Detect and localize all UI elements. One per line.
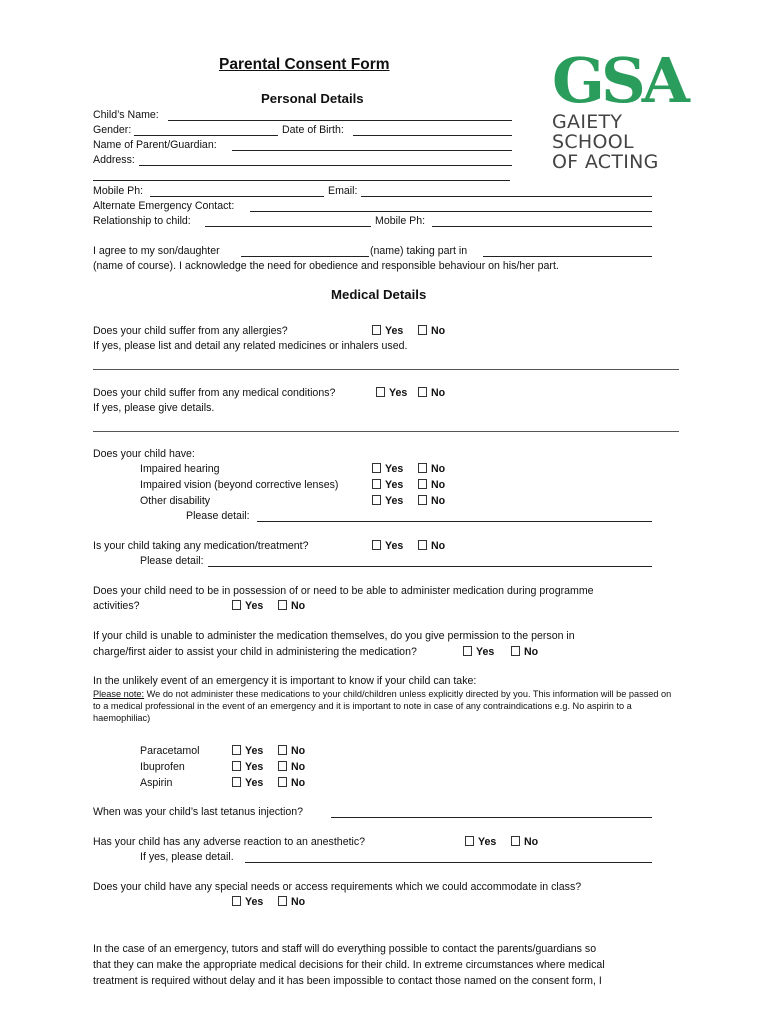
checkbox-icon[interactable] <box>376 387 385 397</box>
agree-text-b: (name) taking part in <box>370 245 468 257</box>
special-needs-yes[interactable]: Yes <box>232 896 263 909</box>
logo-line-gaiety: GAIETY <box>552 110 623 133</box>
checkbox-icon[interactable] <box>418 387 427 397</box>
parent-name-label: Name of Parent/Guardian: <box>93 139 217 151</box>
checkbox-icon[interactable] <box>465 836 474 846</box>
gsa-logo-letters: GSA <box>552 44 686 117</box>
personal-details-heading: Personal Details <box>261 91 364 106</box>
checkbox-icon[interactable] <box>372 325 381 335</box>
checkbox-icon[interactable] <box>232 600 241 610</box>
disability-detail-field[interactable] <box>257 521 652 522</box>
address-label: Address: <box>93 154 135 166</box>
checkbox-icon[interactable] <box>232 761 241 771</box>
checkbox-icon[interactable] <box>418 463 427 473</box>
checkbox-icon[interactable] <box>511 836 520 846</box>
possession-yes[interactable]: Yes <box>232 600 263 613</box>
agree-text-c: (name of course). I acknowledge the need for obedience and responsible behaviour on his/her part. <box>93 260 559 272</box>
allergies-detail-field[interactable] <box>93 369 679 370</box>
paracetamol-no[interactable]: No <box>278 745 305 758</box>
please-note <box>93 689 678 725</box>
paracetamol-label: Paracetamol <box>140 745 200 757</box>
relationship-field[interactable] <box>205 226 371 227</box>
checkbox-icon[interactable] <box>278 745 287 755</box>
aspirin-no[interactable]: No <box>278 777 305 790</box>
alt-contact-field[interactable] <box>250 211 652 212</box>
ibuprofen-no[interactable]: No <box>278 761 305 774</box>
hearing-no[interactable]: No <box>418 463 445 476</box>
conditions-question: Does your child suffer from any medical conditions? <box>93 387 336 399</box>
checkbox-icon[interactable] <box>418 540 427 550</box>
aspirin-yes[interactable]: Yes <box>232 777 263 790</box>
email-field[interactable] <box>361 196 652 197</box>
checkbox-icon[interactable] <box>278 777 287 787</box>
checkbox-icon[interactable] <box>418 495 427 505</box>
checkbox-icon[interactable] <box>372 540 381 550</box>
anesthetic-yes[interactable]: Yes <box>465 836 496 849</box>
childs-name-label: Child’s Name: <box>93 109 159 121</box>
allergies-no[interactable]: No <box>418 325 445 338</box>
hearing-label: Impaired hearing <box>140 463 220 475</box>
permission-question-b: charge/first aider to assist your child in administering the medication? <box>93 646 417 658</box>
medical-details-heading: Medical Details <box>331 287 427 302</box>
logo-line-of-acting: OF ACTING <box>552 150 659 173</box>
course-name-field[interactable] <box>483 256 652 257</box>
paracetamol-yes[interactable]: Yes <box>232 745 263 758</box>
alt-contact-label: Alternate Emergency Contact: <box>93 200 235 212</box>
possession-question-a: Does your child need to be in possession of or need to be able to administer medication during programme <box>93 585 594 597</box>
child-name-agree-field[interactable] <box>241 256 369 257</box>
page-title: Parental Consent Form <box>219 56 390 73</box>
medication-detail-label: Please detail: <box>140 555 204 567</box>
checkbox-icon[interactable] <box>418 325 427 335</box>
medication-yes[interactable]: Yes <box>372 540 403 553</box>
logo-line-school: SCHOOL <box>552 130 634 153</box>
checkbox-icon[interactable] <box>418 479 427 489</box>
special-needs-question: Does your child have any special needs or access requirements which we could accommodate in class? <box>93 881 582 893</box>
gsa-logo <box>552 44 686 173</box>
vision-no[interactable]: No <box>418 479 445 492</box>
checkbox-icon[interactable] <box>463 646 472 656</box>
email-label: Email: <box>328 185 358 197</box>
tetanus-field[interactable] <box>331 817 652 818</box>
have-question: Does your child have: <box>93 448 195 460</box>
checkbox-icon[interactable] <box>511 646 520 656</box>
gsa-logo-mark <box>552 44 686 117</box>
permission-no[interactable]: No <box>511 646 538 659</box>
address-field-line2[interactable] <box>93 180 510 181</box>
ibuprofen-label: Ibuprofen <box>140 761 185 773</box>
aspirin-label: Aspirin <box>140 777 173 789</box>
dob-label: Date of Birth: <box>282 124 344 136</box>
emergency-question: In the unlikely event of an emergency it is important to know if your child can take: <box>93 675 477 687</box>
conditions-detail-field[interactable] <box>93 431 679 432</box>
checkbox-icon[interactable] <box>232 896 241 906</box>
checkbox-icon[interactable] <box>372 463 381 473</box>
disability-yes[interactable]: Yes <box>372 495 403 508</box>
gender-field[interactable] <box>134 135 278 136</box>
address-field[interactable] <box>139 165 512 166</box>
mobile2-label: Mobile Ph: <box>375 215 426 227</box>
disability-label: Other disability <box>140 495 211 507</box>
vision-label: Impaired vision (beyond corrective lenses) <box>140 479 339 491</box>
checkbox-icon[interactable] <box>232 745 241 755</box>
checkbox-icon[interactable] <box>278 600 287 610</box>
medication-detail-field[interactable] <box>208 566 652 567</box>
allergies-question: Does your child suffer from any allergies? <box>93 325 288 337</box>
special-needs-no[interactable]: No <box>278 896 305 909</box>
gender-label: Gender: <box>93 124 132 136</box>
disability-no[interactable]: No <box>418 495 445 508</box>
conditions-detail-prompt: If yes, please give details. <box>93 402 215 414</box>
relationship-label: Relationship to child: <box>93 215 191 227</box>
conditions-no[interactable]: No <box>418 387 445 400</box>
mobile2-field[interactable] <box>432 226 652 227</box>
dob-field[interactable] <box>353 135 512 136</box>
vision-yes[interactable]: Yes <box>372 479 403 492</box>
anesthetic-question: Has your child has any adverse reaction to an anesthetic? <box>93 836 366 848</box>
agree-text-a: I agree to my son/daughter <box>93 245 220 257</box>
checkbox-icon[interactable] <box>372 479 381 489</box>
allergies-detail-prompt: If yes, please list and detail any related medicines or inhalers used. <box>93 340 408 352</box>
possession-question-b: activities? <box>93 600 140 612</box>
tetanus-question: When was your child’s last tetanus injection? <box>93 806 304 818</box>
closing-paragraph-line1: In the case of an emergency, tutors and staff will do everything possible to contact the parents/guardians so <box>93 943 597 955</box>
checkbox-icon[interactable] <box>372 495 381 505</box>
closing-paragraph-line3: treatment is required without delay and it has been impossible to contact those named on the consent form, I <box>93 975 602 987</box>
childs-name-field[interactable] <box>168 120 512 121</box>
ibuprofen-yes[interactable]: Yes <box>232 761 263 774</box>
disability-detail-label: Please detail: <box>186 510 250 522</box>
medication-question: Is your child taking any medication/treatment? <box>93 540 309 552</box>
medication-no[interactable]: No <box>418 540 445 553</box>
possession-no[interactable]: No <box>278 600 305 613</box>
checkbox-icon[interactable] <box>278 896 287 906</box>
conditions-yes[interactable]: Yes <box>376 387 407 400</box>
please-note-label: Please note: <box>93 689 145 699</box>
permission-question-a: If your child is unable to administer the medication themselves, do you give permission to the person in <box>93 630 575 642</box>
mobile-field[interactable] <box>150 196 324 197</box>
checkbox-icon[interactable] <box>232 777 241 787</box>
parent-name-field[interactable] <box>232 150 512 151</box>
allergies-yes[interactable]: Yes <box>372 325 403 338</box>
anesthetic-detail-field[interactable] <box>245 862 652 863</box>
permission-yes[interactable]: Yes <box>463 646 494 659</box>
anesthetic-detail-label: If yes, please detail. <box>140 851 234 863</box>
closing-paragraph-line2: that they can make the appropriate medical decisions for their child. In extreme circumstances where medical <box>93 959 605 971</box>
please-note-text: We do not administer these medications to your child/children unless explicitly directed by you. This information will be passed on to a medical professional in the event of an emergency and it is important to note in case of any contraindications e.g. No aspirin to a haemophiliac) <box>93 689 672 723</box>
mobile-label: Mobile Ph: <box>93 185 144 197</box>
hearing-yes[interactable]: Yes <box>372 463 403 476</box>
checkbox-icon[interactable] <box>278 761 287 771</box>
anesthetic-no[interactable]: No <box>511 836 538 849</box>
